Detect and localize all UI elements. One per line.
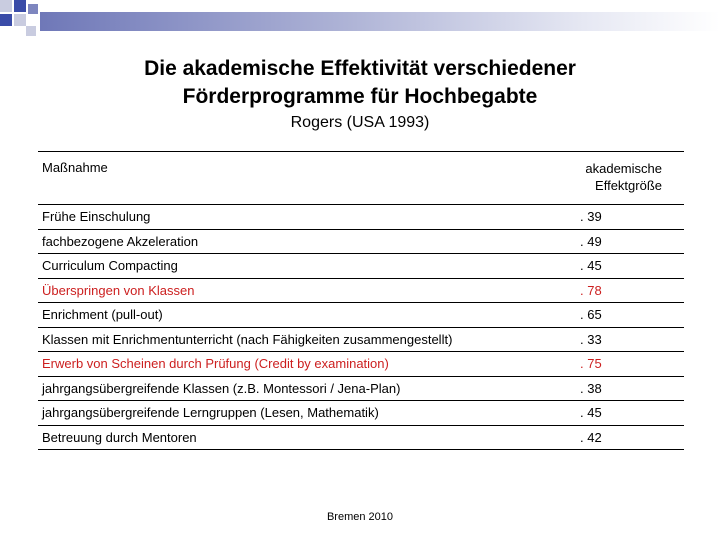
row-label: Enrichment (pull-out)	[38, 303, 536, 328]
row-label: jahrgangsübergreifende Lerngruppen (Lesen, Mathematik)	[38, 401, 536, 426]
table-row	[38, 327, 684, 352]
header-decoration	[0, 0, 720, 40]
deco-square	[0, 14, 12, 26]
row-value: . 33	[536, 327, 684, 352]
header-effect-line2: Effektgröße	[595, 178, 662, 193]
row-value: . 42	[536, 425, 684, 450]
row-label: fachbezogene Akzeleration	[38, 229, 536, 254]
row-label: Betreuung durch Mentoren	[38, 425, 536, 450]
row-label: jahrgangsübergreifende Klassen (z.B. Montessori / Jena-Plan)	[38, 376, 536, 401]
effect-size-table	[38, 151, 684, 450]
row-label: Erwerb von Scheinen durch Prüfung (Credit by examination)	[38, 352, 536, 377]
deco-square	[14, 14, 26, 26]
row-value: . 75	[536, 352, 684, 377]
row-value: . 38	[536, 376, 684, 401]
header-measure: Maßnahme	[38, 152, 536, 205]
row-label: Curriculum Compacting	[38, 254, 536, 279]
table-row	[38, 352, 684, 377]
row-value: . 45	[536, 401, 684, 426]
table-row	[38, 303, 684, 328]
deco-square	[0, 0, 12, 12]
table-header-row	[38, 152, 684, 205]
page-subtitle: Rogers (USA 1993)	[290, 114, 430, 131]
table-row	[38, 376, 684, 401]
table-row	[38, 278, 684, 303]
deco-square	[28, 4, 38, 14]
deco-square	[26, 26, 36, 36]
footer-text: Bremen 2010	[326, 511, 394, 523]
table-row	[38, 254, 684, 279]
row-value: . 45	[536, 254, 684, 279]
row-value: . 39	[536, 205, 684, 230]
row-label: Überspringen von Klassen	[38, 278, 536, 303]
row-label: Frühe Einschulung	[38, 205, 536, 230]
table-row	[38, 229, 684, 254]
table-row	[38, 205, 684, 230]
header-gradient-bar	[40, 12, 720, 31]
row-value: . 78	[536, 278, 684, 303]
header-effect-line1: akademische	[585, 161, 662, 176]
table-row	[38, 425, 684, 450]
row-value: . 49	[536, 229, 684, 254]
row-label: Klassen mit Enrichmentunterricht (nach Fähigkeiten zusammengestellt)	[38, 327, 536, 352]
row-value: . 65	[536, 303, 684, 328]
page-title-line1: Die akademische Effektivität verschiedener	[144, 57, 576, 80]
header-effect-size	[536, 152, 684, 205]
table-row	[38, 401, 684, 426]
page-title-line2: Förderprogramme für Hochbegabte	[182, 85, 538, 108]
deco-square	[14, 0, 26, 12]
